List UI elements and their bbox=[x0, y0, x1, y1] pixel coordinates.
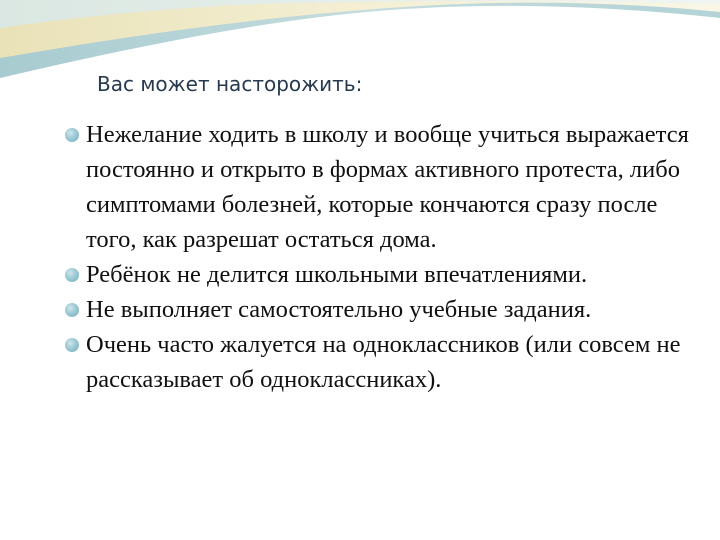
bullet-item-4 bbox=[65, 327, 705, 397]
bullet-item-1 bbox=[65, 117, 705, 257]
circle-bullet-icon bbox=[65, 303, 79, 317]
circle-bullet-icon bbox=[65, 128, 79, 142]
circle-bullet-icon bbox=[65, 338, 79, 352]
bullet-text-1: Нежелание ходить в школу и вообще учиться выражается постоянно и открыто в формах активного протеста, либо симптомами болезней, которые кончаются сразу после того, как разрешат остаться дома. bbox=[86, 121, 689, 253]
bullet-item-2 bbox=[65, 257, 705, 292]
bullet-item-3 bbox=[65, 292, 705, 327]
bullet-text-2: Ребёнок не делится школьными впечатлениями. bbox=[86, 261, 588, 288]
bullet-text-3: Не выполняет самостоятельно учебные задания. bbox=[86, 296, 592, 323]
bullet-text-4: Очень часто жалуется на одноклассников (или совсем не рассказывает об одноклассниках). bbox=[86, 331, 681, 393]
slide-title: Вас может насторожить: bbox=[97, 72, 363, 96]
circle-bullet-icon bbox=[65, 268, 79, 282]
bullet-list bbox=[65, 117, 705, 397]
